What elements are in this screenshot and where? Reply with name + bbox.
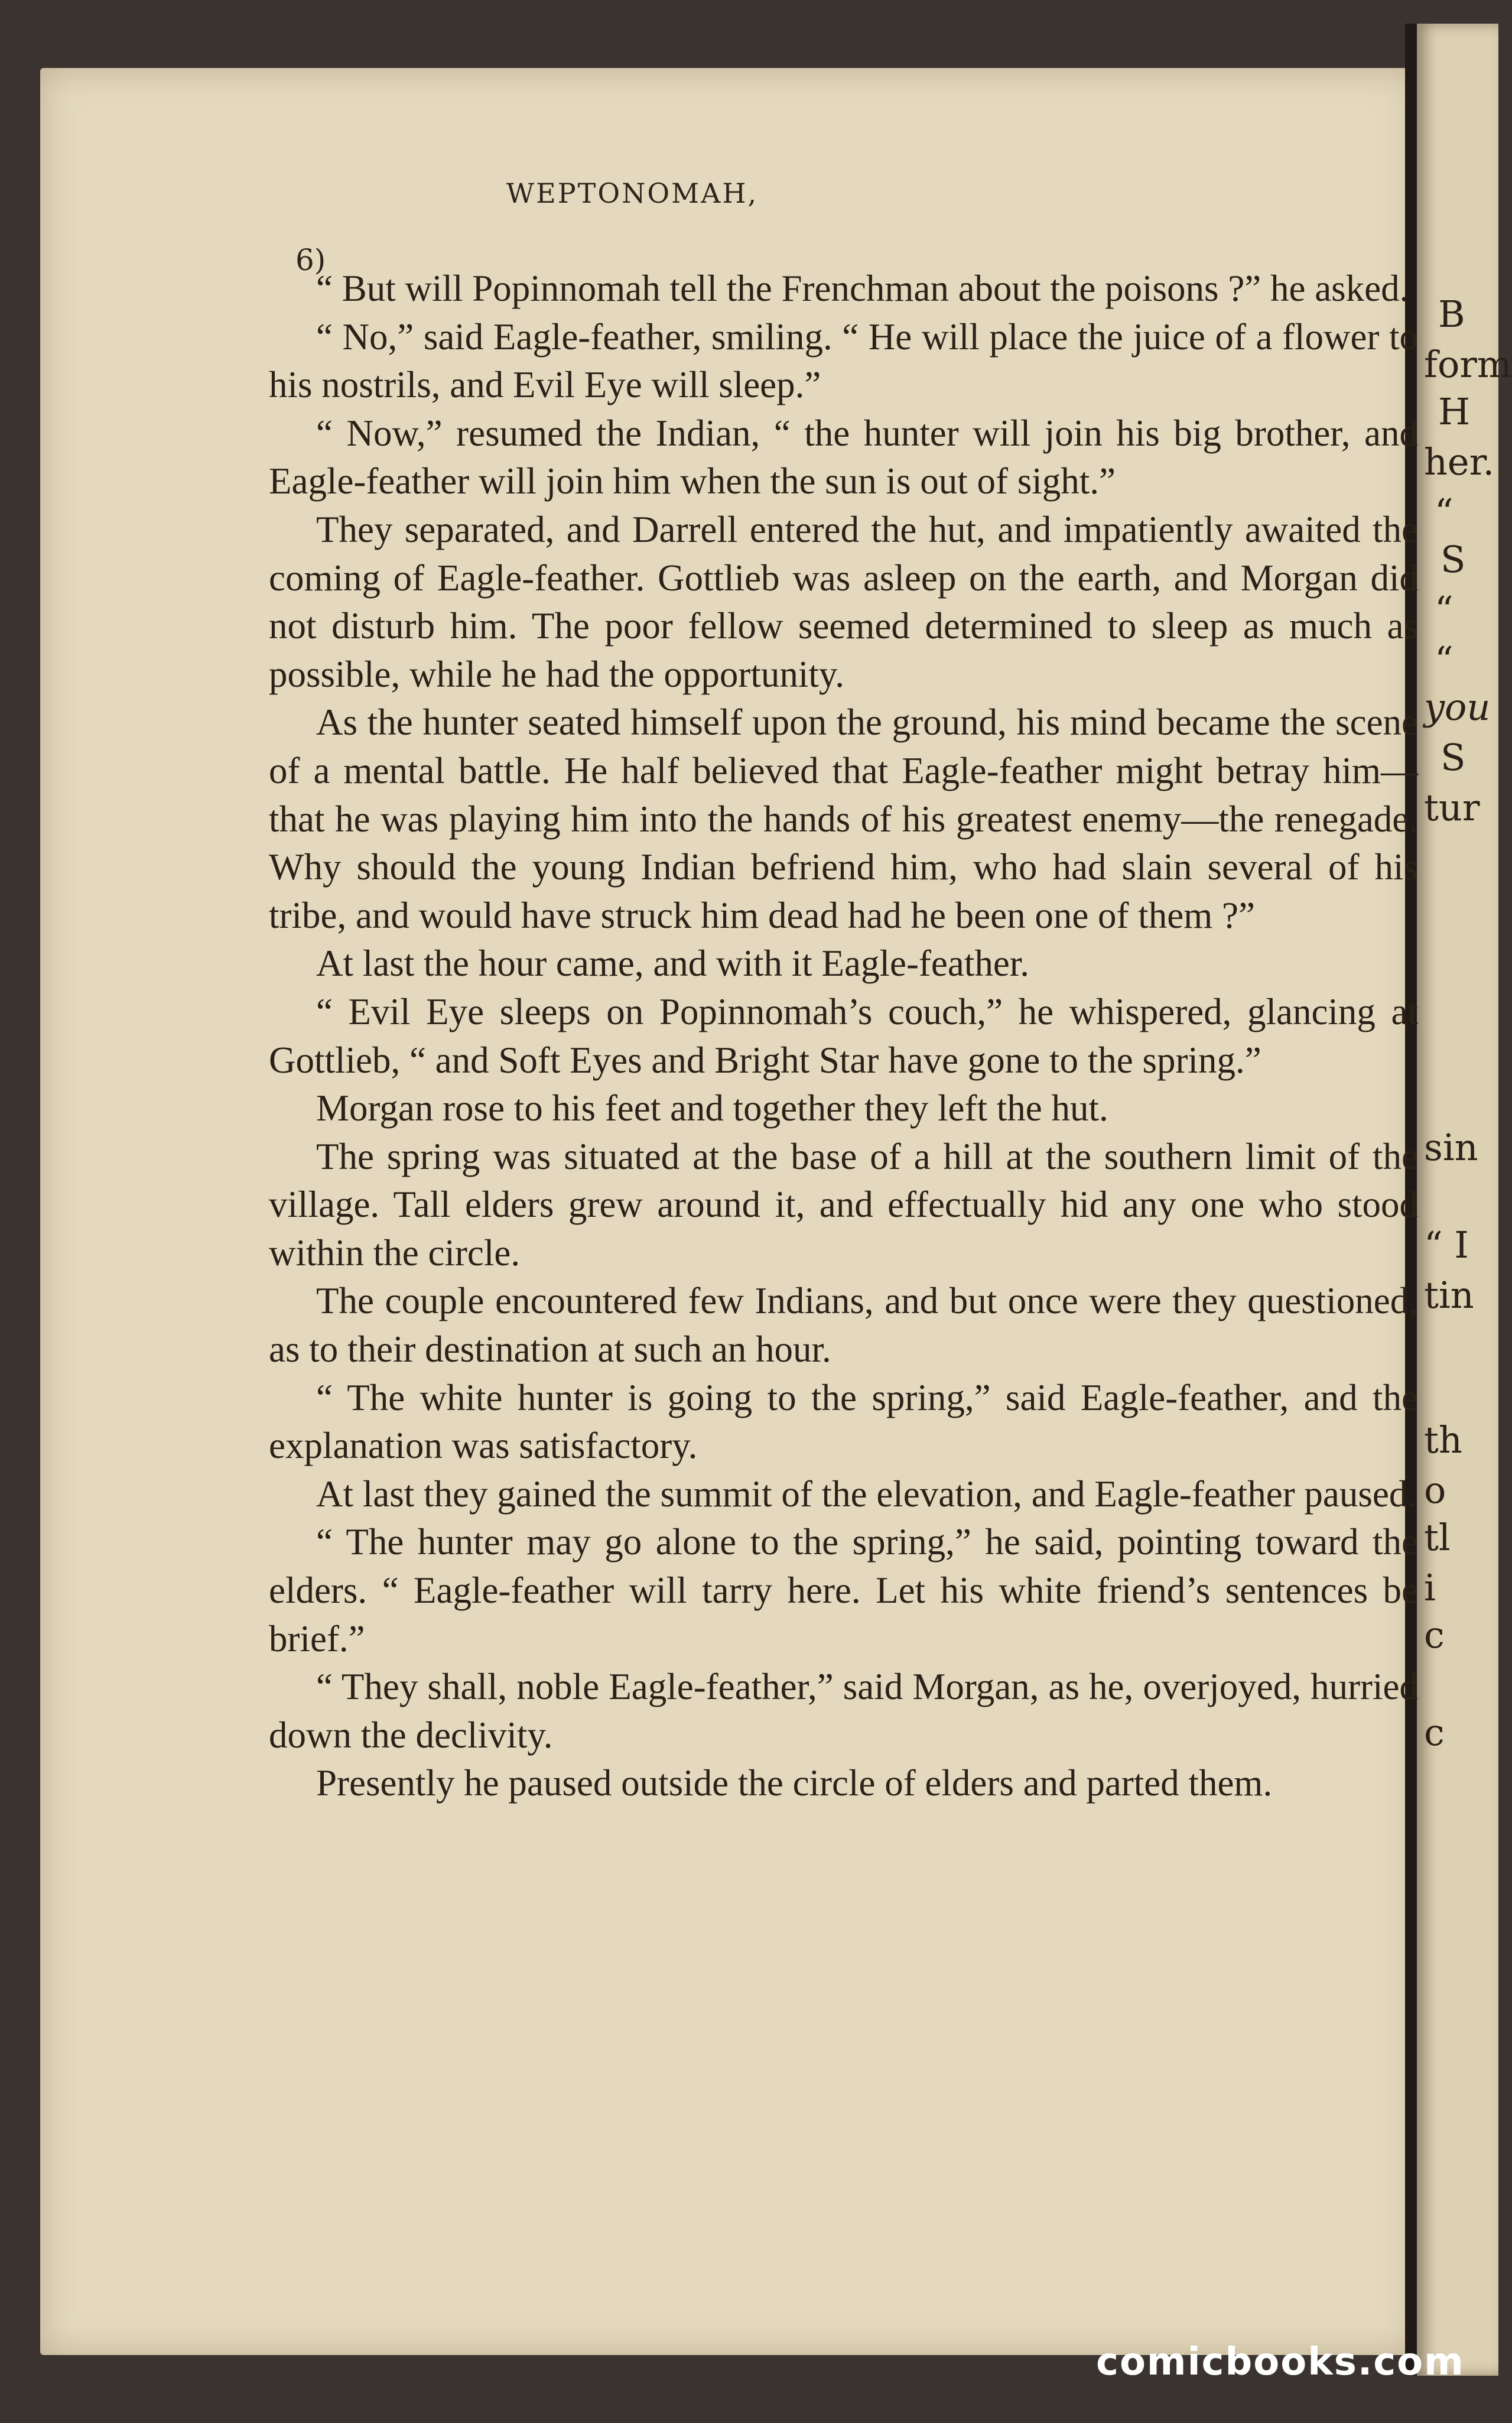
adjacent-fragment: tin bbox=[1424, 1274, 1474, 1317]
page-body-text bbox=[269, 265, 1418, 1808]
adjacent-fragment: o bbox=[1424, 1469, 1446, 1512]
watermark-text: comicbooks.com bbox=[1096, 2340, 1465, 2384]
paragraph: “ But will Popinnomah tell the Frenchman about the poisons ?” he asked. bbox=[316, 268, 1409, 309]
paragraph: The couple encountered few Indians, and but once were they questioned, as to their destination at such an hour. bbox=[269, 1280, 1418, 1370]
adjacent-fragment: tur bbox=[1424, 786, 1480, 829]
adjacent-fragment: sin bbox=[1424, 1126, 1478, 1169]
paragraph: Presently he paused outside the circle of elders and parted them. bbox=[316, 1762, 1273, 1804]
adjacent-fragment: B bbox=[1438, 293, 1465, 336]
adjacent-fragment: c bbox=[1424, 1711, 1445, 1754]
adjacent-fragment: form bbox=[1424, 343, 1512, 386]
adjacent-fragment: “ bbox=[1435, 638, 1454, 681]
paragraph: Morgan rose to his feet and together they left the hut. bbox=[316, 1087, 1108, 1129]
adjacent-fragment: tl bbox=[1424, 1516, 1451, 1559]
adjacent-fragment: “ bbox=[1435, 491, 1454, 534]
paragraph: At last the hour came, and with it Eagle-feather. bbox=[316, 943, 1030, 985]
paragraph: “ No,” said Eagle-feather, smiling. “ He will place the juice of a flower to his nostrils, and Evil Eye will sleep.” bbox=[269, 316, 1418, 406]
paragraph: “ Now,” resumed the Indian, “ the hunter will join his big brother, and Eagle-feather will join him when the sun is out of sight.” bbox=[269, 412, 1418, 502]
paragraph: “ Evil Eye sleeps on Popinnomah’s couch,” he whispered, glancing at Gottlieb, “ and Soft Eyes and Bright Star have gone to the spring.” bbox=[269, 990, 1418, 1081]
paragraph: “ The hunter may go alone to the spring,” he said, pointing toward the elders. “ Eagle-feather will tarry here. Let his white friend’s sentences be brief.” bbox=[269, 1521, 1418, 1659]
adjacent-fragment: th bbox=[1424, 1418, 1462, 1461]
paragraph: “ The white hunter is going to the spring,” said Eagle-feather, and the explanation was satisfactory. bbox=[269, 1376, 1418, 1467]
adjacent-page-edge bbox=[1417, 24, 1512, 2376]
paragraph: As the hunter seated himself upon the ground, his mind became the scene of a mental battle. He half believed that Eagle-feather might betray him—that he was playing him into the hands of his greatest enemy—the renegade. Why should the young Indian befriend him, who had slain several of his tribe, and would have struck him dead had he been one of them ?” bbox=[269, 701, 1418, 936]
adjacent-fragment: S bbox=[1441, 538, 1466, 581]
adjacent-fragment: H bbox=[1438, 390, 1471, 433]
page-number: 6) bbox=[295, 243, 326, 277]
adjacent-fragment: S bbox=[1441, 736, 1466, 779]
paragraph: “ They shall, noble Eagle-feather,” said Morgan, as he, overjoyed, hurried down the declivity. bbox=[269, 1666, 1418, 1756]
paragraph: They separated, and Darrell entered the hut, and impatiently awaited the coming of Eagle-feather. Gottlieb was asleep on the earth, and Morgan did not disturb him. The poor fellow seemed determined to sleep as much as possible, while he had the opportunity. bbox=[269, 508, 1418, 695]
running-title: WEPTONOMAH, bbox=[506, 177, 759, 209]
paragraph: At last they gained the summit of the elevation, and Eagle-feather paused. bbox=[316, 1473, 1417, 1515]
adjacent-fragment: “ bbox=[1435, 588, 1454, 631]
adjacent-fragment: c bbox=[1424, 1613, 1445, 1657]
paragraph: The spring was situated at the base of a hill at the southern limit of the village. Tall elders grew around it, and effectually hid any one who stood within the circle. bbox=[269, 1135, 1418, 1274]
adjacent-fragment: her. bbox=[1424, 440, 1495, 483]
adjacent-fragment: “ I bbox=[1424, 1223, 1469, 1266]
adjacent-fragment: you bbox=[1424, 686, 1491, 729]
adjacent-fragment: i bbox=[1424, 1566, 1436, 1609]
